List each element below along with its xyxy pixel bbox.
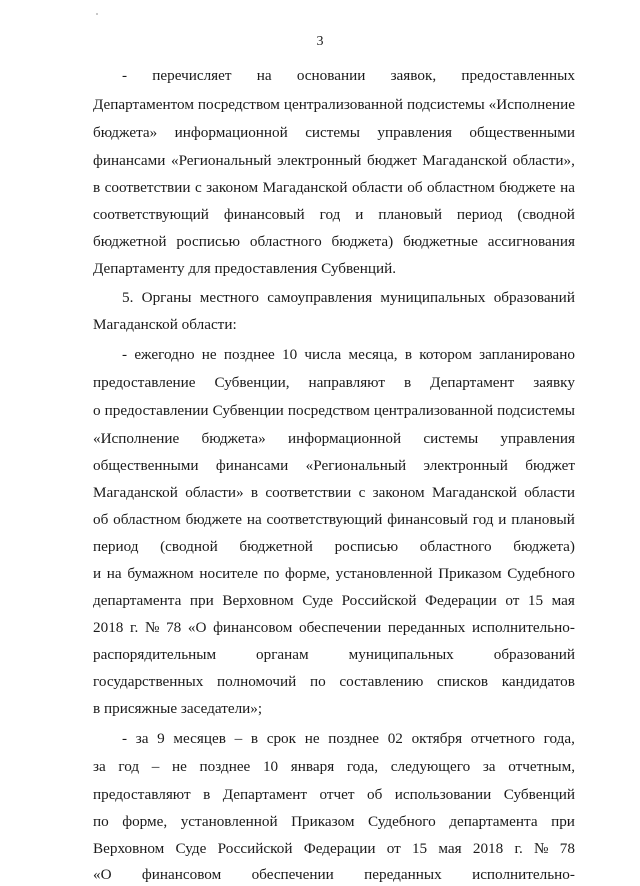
word: электронный [277, 152, 362, 169]
word: год [472, 511, 494, 528]
word: Органы [141, 289, 192, 306]
word: период [93, 538, 139, 555]
word: Приказом [291, 813, 355, 830]
word: бюджет [525, 457, 575, 474]
word: финансовом [141, 866, 222, 883]
word: Российской [341, 592, 417, 609]
word: - [122, 346, 128, 363]
word: 9 [157, 730, 165, 747]
word: Судебного [367, 813, 436, 830]
word: от [386, 840, 401, 857]
word: списков [436, 673, 489, 690]
word: финансами [215, 457, 289, 474]
word: соответствующий [266, 511, 383, 528]
word: обеспечении [251, 866, 334, 883]
word: предоставление [93, 374, 196, 391]
word: год [319, 206, 341, 223]
word: позднее [199, 758, 251, 775]
word: кандидатов [501, 673, 575, 690]
word: на [256, 67, 272, 84]
text-line: в присяжные заседатели»; [93, 700, 263, 717]
word: органам [256, 646, 309, 663]
word: носителе [199, 565, 258, 582]
word: предоставляют [93, 786, 191, 803]
word: ежегодно [134, 346, 195, 363]
word: в [203, 786, 211, 803]
text-line [93, 509, 575, 531]
word: форме, [122, 813, 168, 830]
text-line: Департаменту для предоставления Субвенций. [93, 260, 397, 277]
text-line [93, 644, 575, 666]
word: информационной [287, 430, 402, 447]
word: позднее [223, 346, 275, 363]
word: – [151, 758, 160, 775]
word: подсистемы [497, 402, 575, 419]
word: основании [296, 67, 366, 84]
text-line [93, 536, 575, 558]
word: местного [199, 289, 259, 306]
word: бюджетные [403, 233, 478, 250]
scan-speck [96, 13, 98, 15]
word: «О [187, 619, 207, 636]
word: полномочий [217, 673, 297, 690]
word: бюджета) [331, 233, 394, 250]
word: ассигнования [487, 233, 575, 250]
word: бюджете [499, 179, 556, 196]
word: Субвенции, [214, 374, 290, 391]
word: отчет [319, 786, 355, 803]
word: года, [346, 758, 379, 775]
word: посредством [287, 402, 370, 419]
text-line [93, 756, 575, 778]
word: управления [377, 124, 452, 141]
word: месяца, [348, 346, 398, 363]
text-line [93, 428, 575, 450]
word: на [106, 565, 122, 582]
word: (сводной [517, 206, 575, 223]
text-line: Магаданской области: [93, 316, 237, 333]
word: направляют [308, 374, 385, 391]
word: на [560, 179, 575, 196]
word: Федерации [303, 840, 376, 857]
word: № [534, 840, 549, 857]
word: и [355, 206, 364, 223]
word: за [93, 758, 106, 775]
word: предоставлении [104, 402, 209, 419]
word: в [250, 730, 259, 747]
text-line [93, 482, 575, 504]
word: предоставленных [461, 67, 575, 84]
word: 02 [387, 730, 403, 747]
word: финансами [93, 152, 166, 169]
word: области [351, 179, 403, 196]
word: государственных [93, 673, 204, 690]
word: заявку [533, 374, 575, 391]
word: № [144, 619, 160, 636]
word: соответствии [265, 484, 352, 501]
text-line [93, 177, 575, 199]
word: - [122, 730, 128, 747]
word: 10 [262, 758, 279, 775]
word: подсистемы [406, 96, 485, 113]
word: 15 [411, 840, 428, 857]
word: заявок, [390, 67, 437, 84]
word: отчетным, [508, 758, 575, 775]
word: Суде [302, 592, 334, 609]
word: централизованной [373, 402, 494, 419]
word: по [93, 813, 109, 830]
word: Магаданской [422, 152, 508, 169]
word: областного [249, 233, 322, 250]
text-line [93, 231, 575, 253]
word: финансовый [387, 511, 468, 528]
word: бюджета» [201, 430, 266, 447]
word: перечисляет [152, 67, 232, 84]
word: Департамент [430, 374, 515, 391]
word: Магаданской [431, 484, 517, 501]
word: числа [304, 346, 342, 363]
word: посредством [197, 96, 280, 113]
word: Магаданской [93, 484, 178, 501]
word: области», [512, 152, 575, 169]
word: соответствующий [93, 206, 209, 223]
word: об [366, 786, 383, 803]
word: областного [419, 538, 492, 555]
text-line [93, 811, 575, 833]
word: об [93, 511, 109, 528]
word: департамента [449, 813, 538, 830]
word: котором [419, 346, 472, 363]
word: исполнительно- [472, 619, 575, 636]
text-line [122, 344, 575, 366]
word: самоуправления [267, 289, 373, 306]
word: бюджета) [513, 538, 575, 555]
word: период [456, 206, 503, 223]
text-line [93, 94, 575, 116]
word: и [93, 565, 102, 582]
word: 78 [166, 619, 182, 636]
word: образований [493, 289, 575, 306]
word: исполнительно- [472, 866, 575, 883]
word: января [290, 758, 335, 775]
word: с [194, 179, 202, 196]
word: в [403, 374, 412, 391]
word: запланировано [479, 346, 575, 363]
word: по [263, 565, 280, 582]
word: позднее [328, 730, 380, 747]
word: года, [543, 730, 575, 747]
text-line [93, 784, 575, 806]
word: не [201, 346, 217, 363]
text-line [93, 372, 575, 394]
word: обеспечении [298, 619, 382, 636]
word: месяцев [173, 730, 226, 747]
word: плановый [511, 511, 575, 528]
word: не [172, 758, 187, 775]
word: 2018 [472, 840, 504, 857]
word: Федерации [425, 592, 497, 609]
word: Суде [175, 840, 207, 857]
word: плановый [378, 206, 442, 223]
word: Департаментом [93, 96, 194, 113]
word: и [498, 511, 507, 528]
word: переданных [364, 866, 442, 883]
word: об [407, 179, 423, 196]
word: законом [206, 179, 259, 196]
text-line [93, 590, 575, 612]
word: соответствии [104, 179, 191, 196]
word: Департамент [222, 786, 307, 803]
word: росписью [334, 538, 399, 555]
word: законом [372, 484, 425, 501]
text-line [93, 563, 575, 585]
word: мая [551, 592, 575, 609]
word: 15 [527, 592, 544, 609]
word: «Региональный [170, 152, 272, 169]
word: 2018 [93, 619, 124, 636]
word: Российской [217, 840, 293, 857]
word: 5. [122, 289, 134, 306]
word: следующего [390, 758, 471, 775]
word: «О [93, 866, 112, 883]
word: финансовый [223, 206, 305, 223]
word: бюджетной [239, 538, 313, 555]
word: октября [411, 730, 463, 747]
text-line [122, 65, 575, 87]
word: муниципальных [348, 646, 454, 663]
word: централизованной [283, 96, 404, 113]
word: установленной [180, 813, 278, 830]
word: составлению [339, 673, 424, 690]
word: в [404, 346, 413, 363]
word: образований [493, 646, 575, 663]
word: Верховном [93, 840, 165, 857]
text-line [93, 400, 575, 422]
page-number: 3 [316, 34, 324, 49]
text-line [93, 122, 575, 144]
word: (сводной [160, 538, 218, 555]
word: Субвенции [212, 402, 284, 419]
word: в [93, 179, 101, 196]
word: бюджета» [93, 124, 158, 141]
word: областном [427, 179, 495, 196]
word: установленной [335, 565, 433, 582]
text-line [93, 864, 575, 886]
word: за [135, 730, 149, 747]
word: системы [423, 430, 479, 447]
text-line [93, 617, 575, 639]
word: Магаданской [262, 179, 348, 196]
word: о [93, 402, 101, 419]
word: год [118, 758, 140, 775]
word: областном [113, 511, 181, 528]
word: форме, [285, 565, 330, 582]
word: финансовом [213, 619, 293, 636]
word: Верховном [222, 592, 294, 609]
text-line [93, 838, 575, 860]
word: системы [305, 124, 360, 141]
word: использовании [394, 786, 492, 803]
word: муниципальных [380, 289, 486, 306]
word: «Региональный [305, 457, 407, 474]
word: бумажном [127, 565, 194, 582]
word: при [551, 813, 575, 830]
word: при [189, 592, 214, 609]
word: отчетного [470, 730, 535, 747]
word: мая [438, 840, 462, 857]
word: распорядительным [93, 646, 217, 663]
word: информационной [174, 124, 288, 141]
word: Судебного [507, 565, 575, 582]
text-line [122, 287, 575, 309]
word: г. [514, 840, 523, 857]
word: 78 [559, 840, 575, 857]
word: с [358, 484, 366, 501]
word: г. [130, 619, 139, 636]
word: по [309, 673, 326, 690]
word: срок [266, 730, 297, 747]
word: на [246, 511, 262, 528]
word: не [304, 730, 320, 747]
text-line [93, 150, 575, 172]
word: 10 [281, 346, 298, 363]
word: Субвенций [503, 786, 575, 803]
word: бюджет [367, 152, 417, 169]
text-line [93, 455, 575, 477]
word: переданных [387, 619, 466, 636]
word: электронный [423, 457, 508, 474]
text-line [122, 728, 575, 750]
word: бюджетной [93, 233, 167, 250]
word: департамента [93, 592, 182, 609]
word: общественными [93, 457, 199, 474]
word: бюджете [185, 511, 243, 528]
word: Приказом [438, 565, 502, 582]
word: «Исполнение [93, 430, 180, 447]
word: - [122, 67, 128, 84]
word: «Исполнение [488, 96, 575, 113]
word: от [505, 592, 520, 609]
word: общественными [469, 124, 575, 141]
text-line [93, 204, 575, 226]
word: – [234, 730, 243, 747]
word: за [482, 758, 496, 775]
word: управления [500, 430, 575, 447]
word: росписью [176, 233, 240, 250]
word: области [524, 484, 575, 501]
word: области» [185, 484, 244, 501]
word: в [250, 484, 259, 501]
text-line [93, 671, 575, 693]
